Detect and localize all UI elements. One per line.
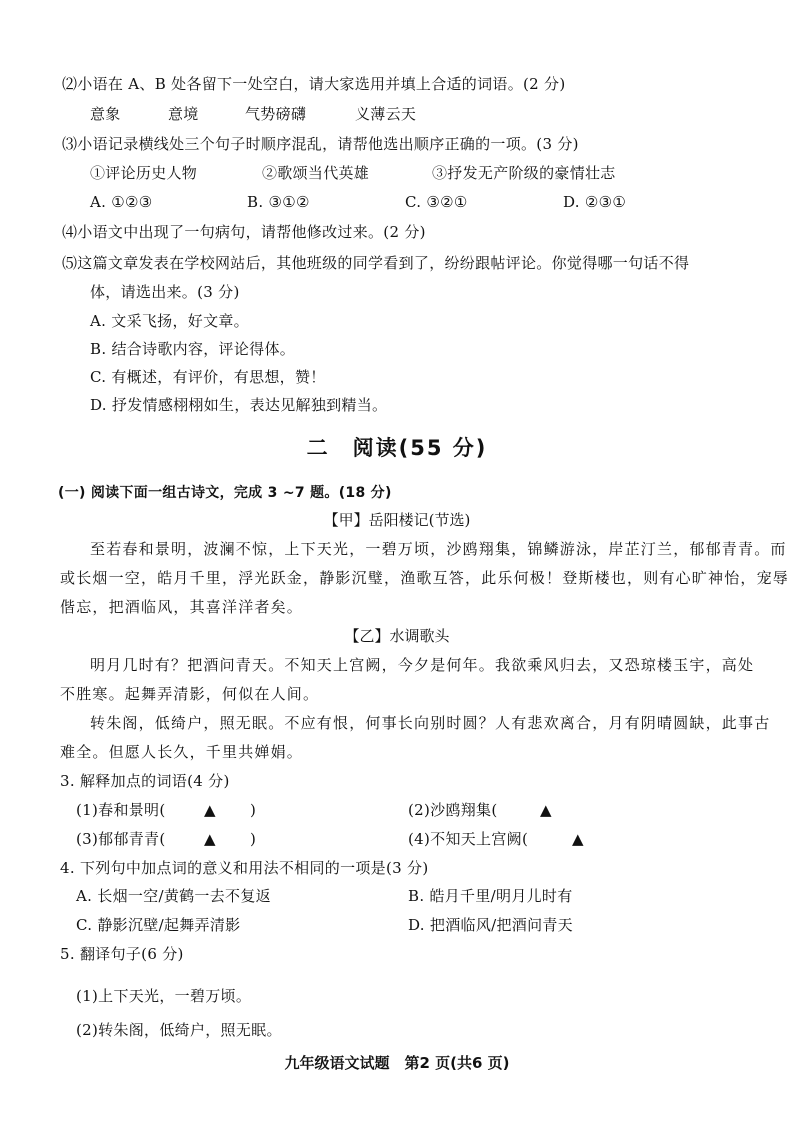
closing-paren: ) xyxy=(250,830,257,848)
question-3b-stem: 3. 解释加点的词语(4 分) xyxy=(60,772,230,790)
word-option: 义薄云天 xyxy=(355,105,417,123)
sentence-item: ①评论历史人物 xyxy=(90,164,198,182)
passage-jia-line: 至若春和景明，波澜不惊，上下天光，一碧万顷，沙鸥翔集，锦鳞游泳，岸芷汀兰，郁郁青青。而 xyxy=(90,540,787,558)
passage-yi-title: 【乙】水调歌头 xyxy=(344,627,450,645)
choice-option: C. 有概述，有评价，有思想，赞！ xyxy=(90,368,326,386)
closing-paren: ) xyxy=(250,801,257,819)
choice-option: A. 长烟一空/黄鹤一去不复返 xyxy=(76,887,271,905)
question-3-stem: ⑶小语记录横线处三个句子时顺序混乱，请帮他选出顺序正确的一项。(3 分) xyxy=(62,135,579,153)
choice-option: B. 结合诗歌内容，评论得体。 xyxy=(90,340,296,358)
choice-option: D. 抒发情感栩栩如生，表达见解独到精当。 xyxy=(90,396,388,414)
question-4-stem: ⑷小语文中出现了一句病句，请帮他修改过来。(2 分) xyxy=(62,223,426,241)
passage-yi-line: 不胜寒。起舞弄清影，何似在人间。 xyxy=(60,685,320,703)
question-4b-stem: 4. 下列句中加点词的意义和用法不相同的一项是(3 分) xyxy=(60,859,429,877)
choice-option: C. 静影沉壁/起舞弄清影 xyxy=(76,916,241,934)
vocab-item: (1)春和景明( xyxy=(76,801,166,819)
choice-option: A. 文采飞扬，好文章。 xyxy=(90,312,249,330)
translate-item: (2)转朱阁，低绮户，照无眠。 xyxy=(76,1021,282,1039)
passage-jia-title: 【甲】岳阳楼记(节选) xyxy=(323,511,471,529)
passage-jia-line: 偕忘，把酒临风，其喜洋洋者矣。 xyxy=(60,598,304,616)
word-option: 气势磅礴 xyxy=(245,105,307,123)
passage-jia-line: 或长烟一空，皓月千里，浮光跃金，静影沉璧，渔歌互答，此乐何极！登斯楼也，则有心旷神怡，宠辱 xyxy=(60,569,790,587)
answer-triangle: ▲ xyxy=(204,830,216,848)
vocab-item: (2)沙鸥翔集( xyxy=(408,801,498,819)
vocab-item: (4)不知天上宫阙( xyxy=(408,830,529,848)
answer-triangle: ▲ xyxy=(204,801,216,819)
word-option: 意境 xyxy=(168,105,199,123)
choice-option: B. 皓月千里/明月儿时有 xyxy=(408,887,573,905)
question-5-stem-cont: 体，请选出来。(3 分) xyxy=(90,283,240,301)
answer-triangle: ▲ xyxy=(540,801,552,819)
word-option: 意象 xyxy=(90,105,121,123)
vocab-item: (3)郁郁青青( xyxy=(76,830,166,848)
choice-option: D. 把酒临风/把酒问青天 xyxy=(408,916,573,934)
part-title: (一) 阅读下面一组古诗文，完成 3 ~7 题。(18 分) xyxy=(58,485,392,501)
choice-option: D. ②③① xyxy=(563,193,627,211)
question-5b-stem: 5. 翻译句子(6 分) xyxy=(60,945,184,963)
choice-option: A. ①②③ xyxy=(90,193,153,211)
passage-yi-line: 明月几时有？把酒问青天。不知天上宫阙，今夕是何年。我欲乘风归去，又恐琼楼玉宇，高处 xyxy=(90,656,755,674)
choice-option: C. ③②① xyxy=(405,193,468,211)
question-5-stem: ⑸这篇文章发表在学校网站后，其他班级的同学看到了，纷纷跟帖评论。你觉得哪一句话不得 xyxy=(62,254,690,272)
answer-triangle: ▲ xyxy=(572,830,584,848)
page-footer: 九年级语文试题 第2 页(共6 页) xyxy=(284,1054,510,1072)
sentence-item: ②歌颂当代英雄 xyxy=(262,164,370,182)
question-2-stem: ⑵小语在 A、B 处各留下一处空白，请大家选用并填上合适的词语。(2 分) xyxy=(62,75,566,93)
choice-option: B. ③①② xyxy=(247,193,310,211)
passage-yi-line: 转朱阁，低绮户，照无眠。不应有恨，何事长向别时圆？人有悲欢离合，月有阴晴圆缺，此事古 xyxy=(90,714,771,732)
passage-yi-line: 难全。但愿人长久，千里共婵娟。 xyxy=(60,743,304,761)
section-title: 二 阅读(55 分) xyxy=(306,436,488,460)
translate-item: (1)上下天光，一碧万顷。 xyxy=(76,987,252,1005)
sentence-item: ③抒发无产阶级的豪情壮志 xyxy=(432,164,616,182)
